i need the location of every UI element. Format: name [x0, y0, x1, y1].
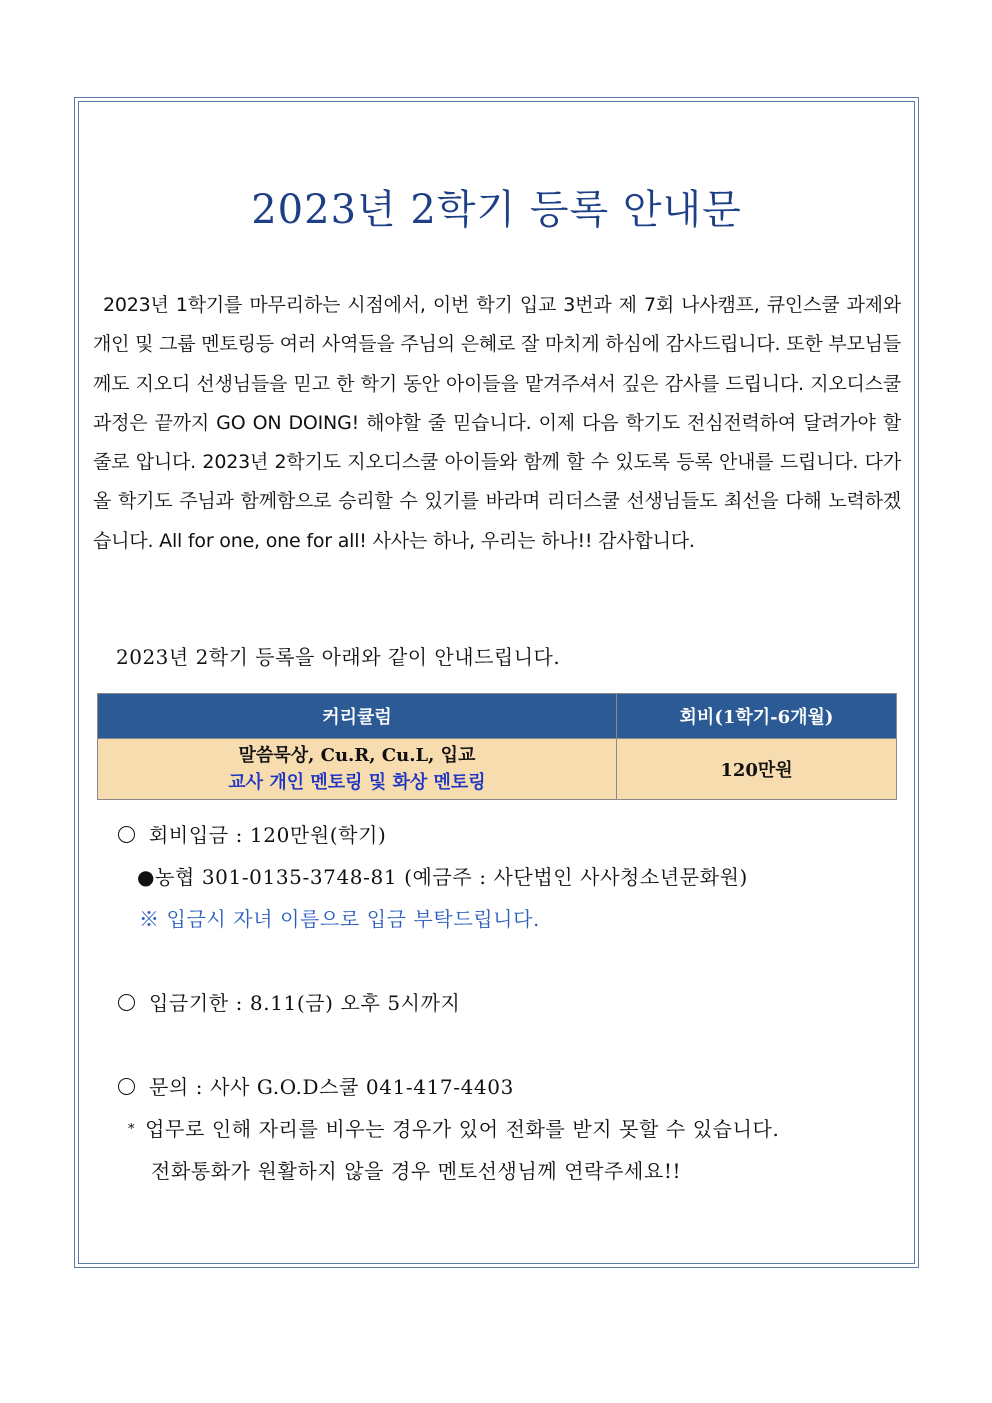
fee-table	[97, 693, 897, 800]
intro-text: 2023년 1학기를 마무리하는 시점에서, 이번 학기 입교 3번과 제 7회 나사캠프, 큐인스쿨 과제와 개인 및 그룹 멘토링등 여러 사역들을 주님의 은혜로 잘 마치게 하심에 감사드립니다. 또한 부모님들께도 지오디 선생님들을 믿고 한 학기 동안 아이들을 맡겨주셔서 깊은 감사를 드립니다. 지오디스쿨 과정은 끝까지 GO ON DOING! 해야할 줄 믿습니다. 이제 다음 학기도 전심전력하여 달려가야 할 줄로 압니다. 2023년 2학기도 지오디스쿨 아이들와 함께 할 수 있도록 등록 안내를 드립니다. 다가올 학기도 주님과 함께함으로 승리할 수 있기를 바라며 리더스쿨 선생님들도 최선을 다해 노력하겠습니다. All for one, one for all! 사사는 하나, 우리는 하나!! 감사합니다.	[93, 294, 901, 552]
curriculum-line-1: 말씀묵상, Cu.R, Cu.L, 입교	[238, 745, 476, 766]
contact-note-1	[128, 1113, 779, 1142]
payment-label: 회비입금 : 120만원(학기)	[149, 823, 387, 847]
contact-note-2: 전화통화가 원활하지 않을 경우 멘토선생님께 연락주세요!!	[151, 1159, 682, 1183]
circle-bullet-icon	[118, 1078, 135, 1095]
document-title: 2023년 2학기 등록 안내문	[251, 187, 742, 233]
circle-bullet-icon	[118, 826, 135, 843]
contact-note-text-1: 업무로 인해 자리를 비우는 경우가 있어 전화를 받지 못할 수 있습니다.	[145, 1117, 780, 1141]
asterisk-icon: *	[128, 1122, 136, 1137]
payment-item	[118, 819, 386, 848]
registration-lead: 2023년 2학기 등록을 아래와 같이 안내드립니다.	[116, 645, 561, 669]
payment-note: ※ 입금시 자녀 이름으로 입금 부탁드립니다.	[139, 907, 540, 931]
header-fee: 회비(1학기-6개월)	[617, 694, 897, 739]
contact-label: 문의 : 사사 G.O.D스쿨 041-417-4403	[149, 1075, 514, 1099]
deadline-item	[118, 987, 460, 1016]
deadline-label: 입금기한 : 8.11(금) 오후 5시까지	[149, 991, 461, 1015]
circle-bullet-icon	[118, 994, 135, 1011]
table-row	[98, 739, 897, 800]
curriculum-line-2: 교사 개인 멘토링 및 화상 멘토링	[228, 772, 486, 793]
bank-account: ●농협 301-0135-3748-81 (예금주 : 사단법인 사사청소년문화원)	[137, 865, 748, 889]
fee-table-header	[98, 694, 897, 739]
fee-cell: 120만원	[617, 739, 897, 800]
intro-paragraph	[93, 286, 901, 561]
curriculum-cell	[98, 739, 617, 800]
contact-item	[118, 1071, 514, 1100]
header-curriculum: 커리큘럼	[98, 694, 617, 739]
